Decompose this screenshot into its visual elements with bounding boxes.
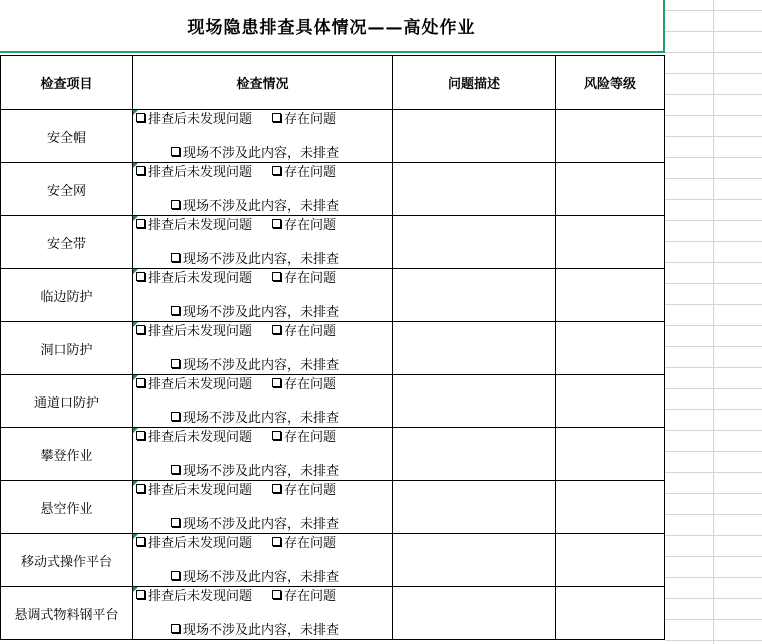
sheet-title-text: 现场隐患排查具体情况——高处作业 <box>187 18 476 38</box>
option-has-issue[interactable]: 存在问题 <box>272 271 336 286</box>
risk-level-cell[interactable] <box>556 534 665 587</box>
option-not-applicable[interactable]: 现场不涉及此内容，未排查 <box>171 464 339 479</box>
option-no-issue[interactable]: 排查后未发现问题 <box>136 165 252 180</box>
inspection-table <box>0 55 665 640</box>
option-no-issue[interactable]: 排查后未发现问题 <box>136 324 252 339</box>
item-label: 悬调式物料钢平台 <box>14 607 119 623</box>
risk-level-cell[interactable] <box>556 110 665 163</box>
item-cell[interactable] <box>1 216 133 269</box>
item-cell[interactable] <box>1 269 133 322</box>
option-not-applicable[interactable]: 现场不涉及此内容，未排查 <box>171 146 339 161</box>
header-row <box>1 56 665 110</box>
table-row <box>1 216 665 269</box>
checkbox-icon <box>272 378 281 387</box>
checkbox-icon <box>136 219 145 228</box>
description-cell[interactable] <box>393 163 556 216</box>
option-not-applicable[interactable]: 现场不涉及此内容，未排查 <box>171 252 339 267</box>
option-not-applicable[interactable]: 现场不涉及此内容，未排查 <box>171 411 339 426</box>
status-cell[interactable] <box>133 534 393 587</box>
sheet-title[interactable] <box>0 0 665 53</box>
option-not-applicable[interactable]: 现场不涉及此内容，未排查 <box>171 517 339 532</box>
description-cell[interactable] <box>393 269 556 322</box>
risk-level-cell[interactable] <box>556 216 665 269</box>
status-options-line-2 <box>171 570 339 586</box>
risk-level-cell[interactable] <box>556 428 665 481</box>
option-no-issue[interactable]: 排查后未发现问题 <box>136 112 252 127</box>
checkbox-icon <box>171 518 180 527</box>
status-options-line-1 <box>136 589 336 605</box>
checkbox-icon <box>136 484 145 493</box>
table-row <box>1 481 665 534</box>
checkbox-icon <box>171 571 180 580</box>
item-label: 临边防护 <box>40 289 93 305</box>
option-has-issue[interactable]: 存在问题 <box>272 112 336 127</box>
status-cell[interactable] <box>133 163 393 216</box>
option-has-issue[interactable]: 存在问题 <box>272 165 336 180</box>
checkbox-icon <box>272 537 281 546</box>
checkbox-icon <box>171 624 180 633</box>
status-options-line-2 <box>171 146 339 162</box>
item-label: 移动式操作平台 <box>20 554 112 570</box>
item-cell[interactable] <box>1 375 133 428</box>
option-no-issue[interactable]: 排查后未发现问题 <box>136 483 252 498</box>
status-options-line-2 <box>171 623 339 639</box>
status-cell[interactable] <box>133 110 393 163</box>
status-options-line-1 <box>136 112 336 128</box>
option-no-issue[interactable]: 排查后未发现问题 <box>136 536 252 551</box>
status-options-line-1 <box>136 271 336 287</box>
item-cell[interactable] <box>1 587 133 640</box>
status-options-line-1 <box>136 430 336 446</box>
item-cell[interactable] <box>1 428 133 481</box>
header-risk[interactable]: 风险等级 <box>556 56 665 110</box>
table-row <box>1 269 665 322</box>
checkbox-icon <box>272 219 281 228</box>
option-not-applicable[interactable]: 现场不涉及此内容，未排查 <box>171 199 339 214</box>
table-row <box>1 322 665 375</box>
item-label: 安全带 <box>46 236 86 252</box>
status-options-line-1 <box>136 377 336 393</box>
risk-level-cell[interactable] <box>556 375 665 428</box>
spreadsheet-gridlines <box>665 0 762 644</box>
item-label: 通道口防护 <box>33 395 99 411</box>
item-cell[interactable] <box>1 163 133 216</box>
status-cell[interactable] <box>133 216 393 269</box>
status-cell[interactable] <box>133 481 393 534</box>
status-options-line-2 <box>171 252 339 268</box>
header-status[interactable]: 检查情况 <box>133 56 393 110</box>
table-row <box>1 110 665 163</box>
checkbox-icon <box>136 537 145 546</box>
item-label: 洞口防护 <box>40 342 93 358</box>
option-has-issue[interactable]: 存在问题 <box>272 430 336 445</box>
description-cell[interactable] <box>393 375 556 428</box>
risk-level-cell[interactable] <box>556 587 665 640</box>
status-cell[interactable] <box>133 375 393 428</box>
description-cell[interactable] <box>393 481 556 534</box>
checkbox-icon <box>171 200 180 209</box>
status-options-line-1 <box>136 218 336 234</box>
checkbox-icon <box>272 484 281 493</box>
option-no-issue[interactable]: 排查后未发现问题 <box>136 430 252 445</box>
option-has-issue[interactable]: 存在问题 <box>272 536 336 551</box>
item-cell[interactable] <box>1 534 133 587</box>
item-cell[interactable] <box>1 481 133 534</box>
option-not-applicable[interactable]: 现场不涉及此内容，未排查 <box>171 570 339 585</box>
description-cell[interactable] <box>393 110 556 163</box>
option-not-applicable[interactable]: 现场不涉及此内容，未排查 <box>171 358 339 373</box>
status-cell[interactable] <box>133 322 393 375</box>
checkbox-icon <box>171 253 180 262</box>
risk-level-cell[interactable] <box>556 481 665 534</box>
status-cell[interactable] <box>133 269 393 322</box>
table-row <box>1 534 665 587</box>
header-item[interactable]: 检查项目 <box>1 56 133 110</box>
checkbox-icon <box>272 113 281 122</box>
status-options-line-2 <box>171 464 339 480</box>
item-label: 安全网 <box>46 183 86 199</box>
description-cell[interactable] <box>393 534 556 587</box>
option-no-issue[interactable]: 排查后未发现问题 <box>136 218 252 233</box>
checkbox-icon <box>136 166 145 175</box>
checkbox-icon <box>136 325 145 334</box>
checkbox-icon <box>171 359 180 368</box>
status-cell[interactable] <box>133 428 393 481</box>
checkbox-icon <box>272 166 281 175</box>
option-no-issue[interactable]: 排查后未发现问题 <box>136 377 252 392</box>
table-row <box>1 587 665 640</box>
option-has-issue[interactable]: 存在问题 <box>272 483 336 498</box>
status-options-line-2 <box>171 411 339 427</box>
description-cell[interactable] <box>393 216 556 269</box>
option-has-issue[interactable]: 存在问题 <box>272 377 336 392</box>
checkbox-icon <box>171 306 180 315</box>
item-cell[interactable] <box>1 322 133 375</box>
status-options-line-2 <box>171 199 339 215</box>
checkbox-icon <box>272 590 281 599</box>
description-cell[interactable] <box>393 322 556 375</box>
option-no-issue[interactable]: 排查后未发现问题 <box>136 589 252 604</box>
item-cell[interactable] <box>1 110 133 163</box>
item-label: 攀登作业 <box>40 448 93 464</box>
checkbox-icon <box>171 465 180 474</box>
option-no-issue[interactable]: 排查后未发现问题 <box>136 271 252 286</box>
option-has-issue[interactable]: 存在问题 <box>272 324 336 339</box>
option-has-issue[interactable]: 存在问题 <box>272 589 336 604</box>
checkbox-icon <box>136 431 145 440</box>
option-not-applicable[interactable]: 现场不涉及此内容，未排查 <box>171 623 339 638</box>
risk-level-cell[interactable] <box>556 269 665 322</box>
option-has-issue[interactable]: 存在问题 <box>272 218 336 233</box>
table-row <box>1 375 665 428</box>
description-cell[interactable] <box>393 428 556 481</box>
table-row <box>1 428 665 481</box>
checkbox-icon <box>136 590 145 599</box>
checkbox-icon <box>136 272 145 281</box>
status-options-line-2 <box>171 305 339 321</box>
description-cell[interactable] <box>393 587 556 640</box>
status-options-line-1 <box>136 483 336 499</box>
risk-level-cell[interactable] <box>556 322 665 375</box>
checkbox-icon <box>272 325 281 334</box>
status-options-line-1 <box>136 165 336 181</box>
status-options-line-1 <box>136 536 336 552</box>
checkbox-icon <box>272 272 281 281</box>
item-label: 安全帽 <box>46 130 86 146</box>
checkbox-icon <box>171 147 180 156</box>
checkbox-icon <box>272 431 281 440</box>
risk-level-cell[interactable] <box>556 163 665 216</box>
option-not-applicable[interactable]: 现场不涉及此内容，未排查 <box>171 305 339 320</box>
checkbox-icon <box>136 378 145 387</box>
status-options-line-2 <box>171 517 339 533</box>
status-options-line-1 <box>136 324 336 340</box>
checkbox-icon <box>171 412 180 421</box>
status-options-line-2 <box>171 358 339 374</box>
table-row <box>1 163 665 216</box>
item-label: 悬空作业 <box>40 501 93 517</box>
header-description[interactable]: 问题描述 <box>393 56 556 110</box>
status-cell[interactable] <box>133 587 393 640</box>
checkbox-icon <box>136 113 145 122</box>
